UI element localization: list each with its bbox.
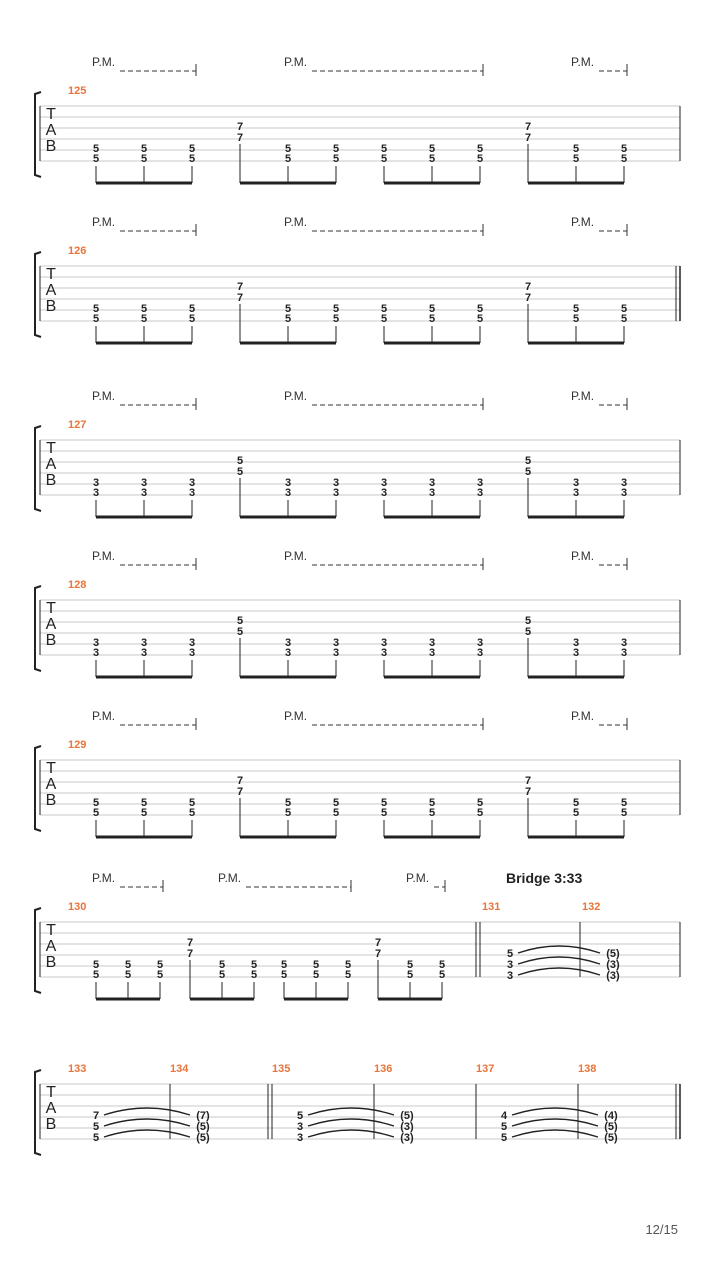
fret-number: 7 <box>92 1110 100 1122</box>
palm-mute-label: P.M. <box>284 55 308 69</box>
fret-number: 5 <box>428 807 436 819</box>
fret-number: 5 <box>572 303 580 315</box>
tab-clef-letter: T <box>46 922 56 939</box>
fret-number: 5 <box>312 969 320 981</box>
fret-number: 3 <box>188 487 196 499</box>
palm-mute-label: P.M. <box>571 389 595 403</box>
fret-number: 7 <box>186 937 194 949</box>
fret-number: 5 <box>380 303 388 315</box>
fret-number: 5 <box>92 969 100 981</box>
palm-mute-label: P.M. <box>571 215 595 229</box>
fret-number: 5 <box>572 143 580 155</box>
fret-number: 3 <box>284 487 292 499</box>
fret-number: 5 <box>218 959 226 971</box>
fret-number: 3 <box>92 637 100 649</box>
fret-number: 3 <box>620 637 628 649</box>
measure-number: 129 <box>68 739 87 751</box>
fret-number: 5 <box>140 313 148 325</box>
fret-number: 5 <box>332 797 340 809</box>
fret-number: 3 <box>92 647 100 659</box>
fret-number: 5 <box>620 143 628 155</box>
fret-number: 7 <box>236 121 244 133</box>
fret-number: 5 <box>572 807 580 819</box>
measure-number: 128 <box>68 579 87 591</box>
tab-clef-letter: A <box>45 616 57 633</box>
fret-number: 5 <box>280 959 288 971</box>
fret-number: 3 <box>188 477 196 489</box>
fret-number: 7 <box>236 281 244 293</box>
tie <box>518 957 600 964</box>
fret-number: 7 <box>524 292 532 304</box>
fret-number: 5 <box>524 466 532 478</box>
fret-number: 3 <box>380 637 388 649</box>
tab-clef-letter: B <box>45 792 57 809</box>
palm-mute-label: P.M. <box>284 549 308 563</box>
fret-number: 5 <box>428 313 436 325</box>
fret-number: 3 <box>428 647 436 659</box>
fret-number: 7 <box>524 281 532 293</box>
tab-clef-letter: T <box>46 106 56 123</box>
fret-number: 5 <box>332 143 340 155</box>
measure-number: 125 <box>68 85 87 97</box>
fret-number: 5 <box>332 153 340 165</box>
fret-number: 5 <box>188 313 196 325</box>
fret-number: 5 <box>140 143 148 155</box>
fret-number: 3 <box>476 637 484 649</box>
measure-number: 138 <box>578 1063 597 1075</box>
tab-clef-letter: T <box>46 440 56 457</box>
palm-mute-label: P.M. <box>571 549 595 563</box>
fret-number: 5 <box>428 153 436 165</box>
fret-number: 5 <box>572 797 580 809</box>
fret-number: 5 <box>250 959 258 971</box>
fret-number: 5 <box>476 807 484 819</box>
fret-number: 3 <box>140 647 148 659</box>
fret-number: 5 <box>476 153 484 165</box>
palm-mute-label: P.M. <box>284 215 308 229</box>
fret-number: 5 <box>92 1121 100 1133</box>
fret-number: 3 <box>380 477 388 489</box>
tab-clef-letter: B <box>45 472 57 489</box>
fret-number: 5 <box>92 303 100 315</box>
fret-number: 5 <box>92 797 100 809</box>
fret-number: 3 <box>332 477 340 489</box>
fret-number: 5 <box>380 153 388 165</box>
fret-number: 3 <box>284 477 292 489</box>
fret-number: 5 <box>620 313 628 325</box>
fret-number: 5 <box>312 959 320 971</box>
fret-number: 5 <box>524 615 532 627</box>
fret-number: (4) <box>604 1110 618 1122</box>
fret-number: 3 <box>572 647 580 659</box>
fret-number: 3 <box>476 487 484 499</box>
palm-mute-label: P.M. <box>92 871 116 885</box>
fret-number: 5 <box>620 807 628 819</box>
tab-clef-letter: B <box>45 138 57 155</box>
fret-number: 5 <box>476 303 484 315</box>
fret-number: 5 <box>140 797 148 809</box>
palm-mute-label: P.M. <box>92 215 116 229</box>
tab-clef-letter: A <box>45 122 57 139</box>
fret-number: 5 <box>380 143 388 155</box>
tie <box>512 1130 598 1137</box>
fret-number: 5 <box>476 797 484 809</box>
measure-number: 130 <box>68 901 87 913</box>
fret-number: 7 <box>186 948 194 960</box>
palm-mute-label: P.M. <box>284 389 308 403</box>
fret-number: 3 <box>92 477 100 489</box>
fret-number: 5 <box>620 797 628 809</box>
fret-number: 3 <box>572 637 580 649</box>
fret-number: (5) <box>606 948 620 960</box>
fret-number: 5 <box>438 969 446 981</box>
fret-number: (3) <box>606 970 620 982</box>
fret-number: 3 <box>428 487 436 499</box>
measure-number: 126 <box>68 245 87 257</box>
fret-number: 5 <box>406 969 414 981</box>
fret-number: 5 <box>124 959 132 971</box>
fret-number: 5 <box>236 626 244 638</box>
fret-number: 3 <box>140 477 148 489</box>
fret-number: 5 <box>156 969 164 981</box>
tab-clef-letter: A <box>45 456 57 473</box>
palm-mute-label: P.M. <box>218 871 242 885</box>
fret-number: 3 <box>428 477 436 489</box>
tab-clef-letter: A <box>45 776 57 793</box>
fret-number: (3) <box>606 959 620 971</box>
fret-number: 5 <box>236 466 244 478</box>
fret-number: 5 <box>92 959 100 971</box>
measure-number: 127 <box>68 419 87 431</box>
fret-number: 5 <box>156 959 164 971</box>
fret-number: 7 <box>524 775 532 787</box>
fret-number: 5 <box>218 969 226 981</box>
fret-number: 5 <box>620 153 628 165</box>
fret-number: (5) <box>604 1132 618 1144</box>
fret-number: 5 <box>406 959 414 971</box>
fret-number: 5 <box>380 313 388 325</box>
fret-number: 3 <box>332 637 340 649</box>
fret-number: 7 <box>524 121 532 133</box>
fret-number: 3 <box>506 970 514 982</box>
fret-number: 5 <box>280 969 288 981</box>
fret-number: 5 <box>284 303 292 315</box>
tie <box>308 1108 394 1115</box>
fret-number: 5 <box>332 313 340 325</box>
fret-number: 5 <box>332 303 340 315</box>
tie <box>308 1130 394 1137</box>
tab-clef-letter: A <box>45 1100 57 1117</box>
fret-number: 5 <box>500 1132 508 1144</box>
fret-number: 5 <box>500 1121 508 1133</box>
tie <box>512 1108 598 1115</box>
fret-number: 5 <box>92 313 100 325</box>
fret-number: 3 <box>620 487 628 499</box>
fret-number: 3 <box>284 637 292 649</box>
fret-number: 5 <box>140 807 148 819</box>
fret-number: 5 <box>438 959 446 971</box>
fret-number: 5 <box>140 153 148 165</box>
fret-number: 3 <box>620 647 628 659</box>
fret-number: 7 <box>236 786 244 798</box>
tab-clef-letter: T <box>46 760 56 777</box>
fret-number: 5 <box>92 153 100 165</box>
fret-number: 3 <box>284 647 292 659</box>
tie <box>104 1108 190 1115</box>
fret-number: 5 <box>344 969 352 981</box>
fret-number: 3 <box>140 637 148 649</box>
fret-number: 3 <box>140 487 148 499</box>
fret-number: 7 <box>236 775 244 787</box>
fret-number: 3 <box>620 477 628 489</box>
tab-clef-letter: B <box>45 1116 57 1133</box>
fret-number: 5 <box>344 959 352 971</box>
fret-number: 3 <box>188 647 196 659</box>
tie <box>518 946 600 953</box>
fret-number: 3 <box>380 487 388 499</box>
fret-number: (5) <box>400 1110 414 1122</box>
fret-number: 7 <box>524 132 532 144</box>
fret-number: 3 <box>506 959 514 971</box>
measure-number: 136 <box>374 1063 393 1075</box>
fret-number: 5 <box>124 969 132 981</box>
fret-number: 5 <box>380 797 388 809</box>
fret-number: 3 <box>428 637 436 649</box>
fret-number: 3 <box>188 637 196 649</box>
fret-number: 3 <box>332 647 340 659</box>
fret-number: 5 <box>428 143 436 155</box>
fret-number: (5) <box>196 1121 210 1133</box>
fret-number: 5 <box>572 313 580 325</box>
fret-number: 5 <box>620 303 628 315</box>
fret-number: 5 <box>524 455 532 467</box>
fret-number: 5 <box>92 143 100 155</box>
palm-mute-label: P.M. <box>284 709 308 723</box>
palm-mute-label: P.M. <box>571 55 595 69</box>
fret-number: 5 <box>236 615 244 627</box>
palm-mute-label: P.M. <box>406 871 430 885</box>
palm-mute-label: P.M. <box>92 709 116 723</box>
tie <box>104 1119 190 1126</box>
fret-number: 7 <box>236 292 244 304</box>
measure-number: 137 <box>476 1063 495 1075</box>
fret-number: 5 <box>428 797 436 809</box>
fret-number: 7 <box>236 132 244 144</box>
fret-number: 5 <box>296 1110 304 1122</box>
tab-clef-letter: A <box>45 282 57 299</box>
section-label: Bridge 3:33 <box>506 870 583 886</box>
fret-number: 7 <box>374 937 382 949</box>
tie <box>104 1130 190 1137</box>
palm-mute-label: P.M. <box>92 55 116 69</box>
fret-number: (3) <box>400 1132 414 1144</box>
measure-number: 132 <box>582 901 601 913</box>
fret-number: 5 <box>188 143 196 155</box>
fret-number: 3 <box>572 477 580 489</box>
palm-mute-label: P.M. <box>92 389 116 403</box>
tab-clef-letter: T <box>46 266 56 283</box>
palm-mute-label: P.M. <box>92 549 116 563</box>
fret-number: (5) <box>196 1132 210 1144</box>
fret-number: 3 <box>476 647 484 659</box>
tab-clef-letter: B <box>45 632 57 649</box>
fret-number: 5 <box>188 303 196 315</box>
fret-number: 5 <box>284 153 292 165</box>
fret-number: 3 <box>332 487 340 499</box>
fret-number: (5) <box>604 1121 618 1133</box>
fret-number: 5 <box>188 797 196 809</box>
fret-number: (3) <box>400 1121 414 1133</box>
fret-number: 5 <box>188 153 196 165</box>
fret-number: 5 <box>92 1132 100 1144</box>
measure-number: 135 <box>272 1063 291 1075</box>
fret-number: 5 <box>284 807 292 819</box>
fret-number: 5 <box>524 626 532 638</box>
fret-number: 3 <box>296 1121 304 1133</box>
fret-number: (7) <box>196 1110 210 1122</box>
fret-number: 3 <box>476 477 484 489</box>
tab-clef-letter: T <box>46 600 56 617</box>
measure-number: 131 <box>482 901 501 913</box>
tab-clef-letter: B <box>45 954 57 971</box>
fret-number: 5 <box>250 969 258 981</box>
fret-number: 3 <box>296 1132 304 1144</box>
fret-number: 5 <box>284 143 292 155</box>
tab-clef-letter: B <box>45 298 57 315</box>
fret-number: 5 <box>380 807 388 819</box>
tie <box>308 1119 394 1126</box>
fret-number: 5 <box>332 807 340 819</box>
tie <box>518 968 600 975</box>
fret-number: 3 <box>380 647 388 659</box>
fret-number: 4 <box>500 1110 508 1122</box>
fret-number: 5 <box>428 303 436 315</box>
fret-number: 3 <box>92 487 100 499</box>
palm-mute-label: P.M. <box>571 709 595 723</box>
fret-number: 5 <box>506 948 514 960</box>
tab-clef-letter: T <box>46 1084 56 1101</box>
tie <box>512 1119 598 1126</box>
fret-number: 5 <box>140 303 148 315</box>
fret-number: 5 <box>284 797 292 809</box>
fret-number: 7 <box>374 948 382 960</box>
fret-number: 5 <box>92 807 100 819</box>
fret-number: 5 <box>476 313 484 325</box>
fret-number: 5 <box>236 455 244 467</box>
fret-number: 5 <box>284 313 292 325</box>
fret-number: 7 <box>524 786 532 798</box>
fret-number: 5 <box>476 143 484 155</box>
measure-number: 134 <box>170 1063 189 1075</box>
measure-number: 133 <box>68 1063 87 1075</box>
fret-number: 5 <box>572 153 580 165</box>
fret-number: 5 <box>188 807 196 819</box>
fret-number: 3 <box>572 487 580 499</box>
tab-clef-letter: A <box>45 938 57 955</box>
page-number: 12/15 <box>645 1222 678 1237</box>
